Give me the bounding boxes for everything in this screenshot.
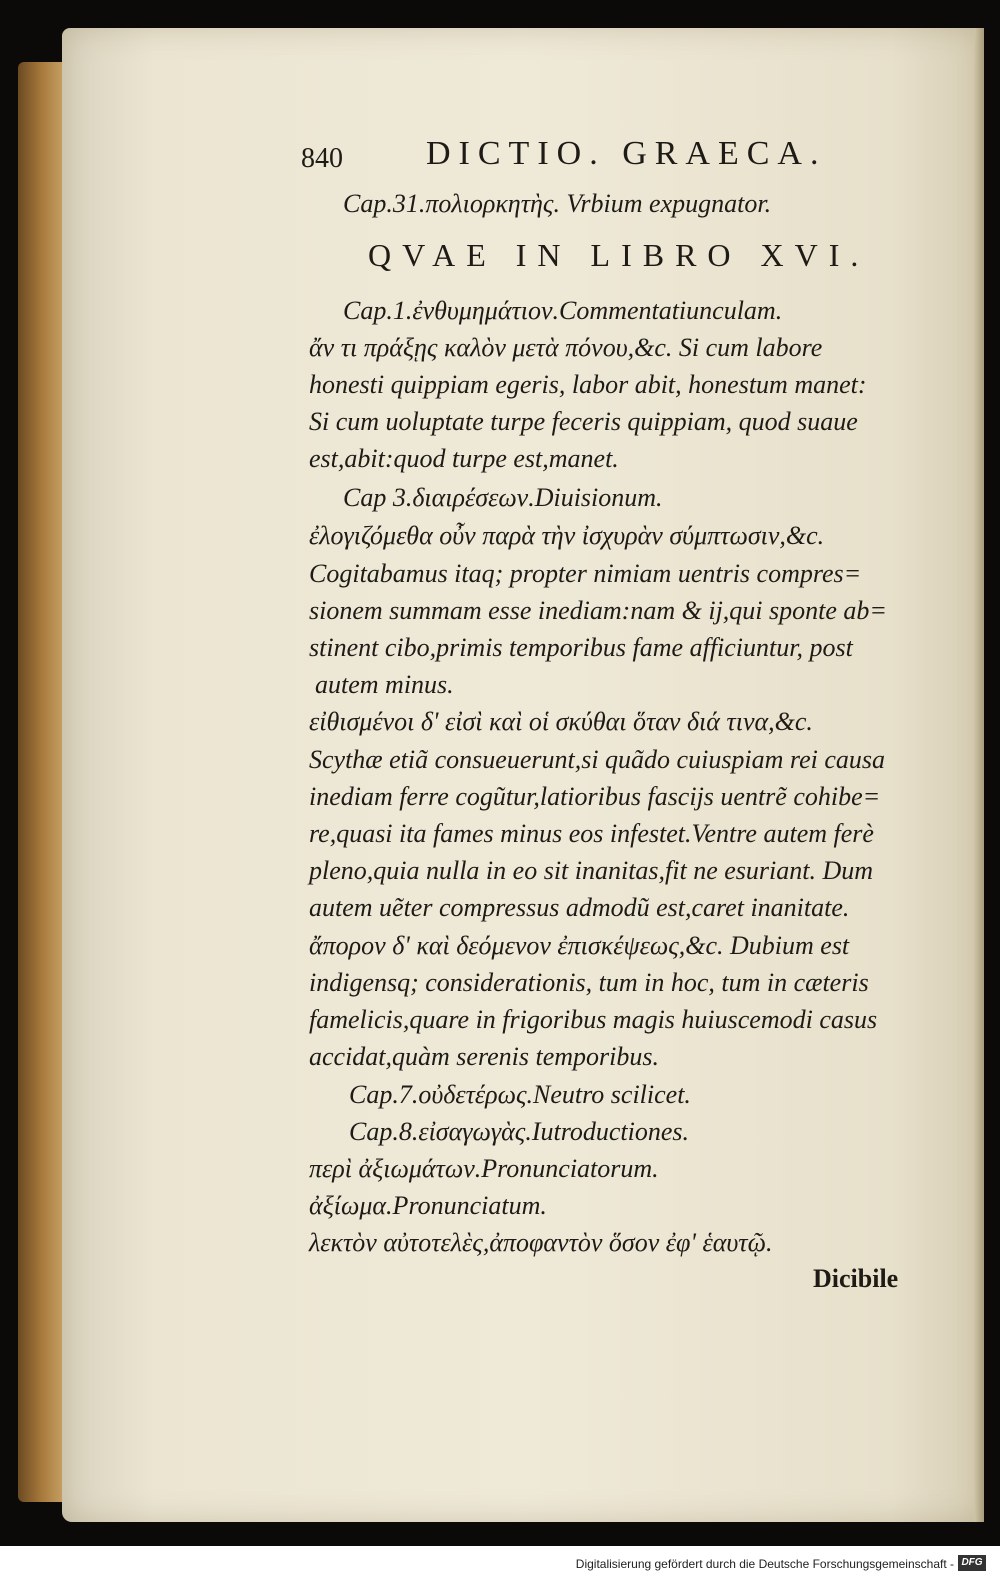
text-line: εἰθισμένοι δ' εἰσὶ καὶ οἱ σκύθαι ὅταν διά τινα,&c. [309,707,813,736]
text-line: ἐλογιζόμεθα οὖν παρὰ τὴν ἰσχυρὰν σύμπτωσιν,&c. [309,521,825,550]
text-line: Cap 3.διαιρέσεων.Diuisionum. [343,483,663,512]
text-line: est,abit:quod turpe est,manet. [309,444,619,473]
text-line: Cap.8.εἰσαγωγὰς.Iutroductiones. [349,1117,690,1146]
footer-credit: Digitalisierung gefördert durch die Deutsche Forschungsgemeinschaft - [575,1557,954,1571]
text-line: re,quasi ita fames minus eos infestet.Ventre autem ferè [309,819,874,848]
text-line: ἀξίωμα.Pronunciatum. [309,1191,547,1220]
text-line: indigensq; considerationis, tum in hoc, tum in cæteris [309,968,869,997]
text-line: autem uẽter compressus admodũ est,caret inanitate. [309,893,850,922]
text-line: Cap.7.οὐδετέρως.Neutro scilicet. [349,1080,691,1109]
text-line: honesti quippiam egeris, labor abit, honestum manet: [309,370,867,399]
text-line: accidat,quàm serenis temporibus. [309,1042,659,1071]
section-heading: QVAE IN LIBRO XVI. [368,237,870,273]
text-line: sionem summam esse inediam:nam & ij,qui sponte ab= [309,596,887,625]
catchword: Dicibile [813,1264,899,1293]
text-line: pleno,quia nulla in eo sit inanitas,fit ne esuriant. Dum [309,856,874,885]
text-line: περὶ ἀξιωμάτων.Pronunciatorum. [309,1154,659,1183]
page-number: 840 [301,143,343,174]
text-line: ἄν τι πράξῃς καλὸν μετὰ πόνου,&c. Si cum labore [309,333,823,362]
running-header: DICTIO. GRAECA. [426,135,827,172]
text-line: Si cum uoluptate turpe feceris quippiam, quod suaue [309,407,858,436]
text-line: λεκτὸν αὐτοτελὲς,ἀποφαντὸν ὅσον ἐφ' ἑαυτῷ. [309,1228,773,1257]
text-line: autem minus. [315,670,454,699]
text-line: stinent cibo,primis temporibus fame afficiuntur, post [309,633,853,662]
text-line: ἄπορον δ' καὶ δεόμενον ἐπισκέψεως,&c. Dubium est [309,931,850,960]
text-line: Cap.1.ἐνθυμημάτιον.Commentatiunculam. [343,296,783,325]
dfg-logo-icon: DFG [958,1555,986,1571]
text-line: famelicis,quare in frigoribus magis huiuscemodi casus [309,1005,878,1034]
text-line: Scythæ etiã consueuerunt,si quãdo cuiuspiam rei causa [309,745,886,774]
text-line: Cogitabamus itaq; propter nimiam uentris compres= [309,559,862,588]
text-line: inediam ferre cogũtur,latioribus fascijs uentrẽ cohibe= [309,782,881,811]
page-shadow [974,28,984,1522]
digitization-footer [0,1546,1000,1582]
text-line: Cap.31.πολιορκητὴς. Vrbium expugnator. [343,189,772,218]
